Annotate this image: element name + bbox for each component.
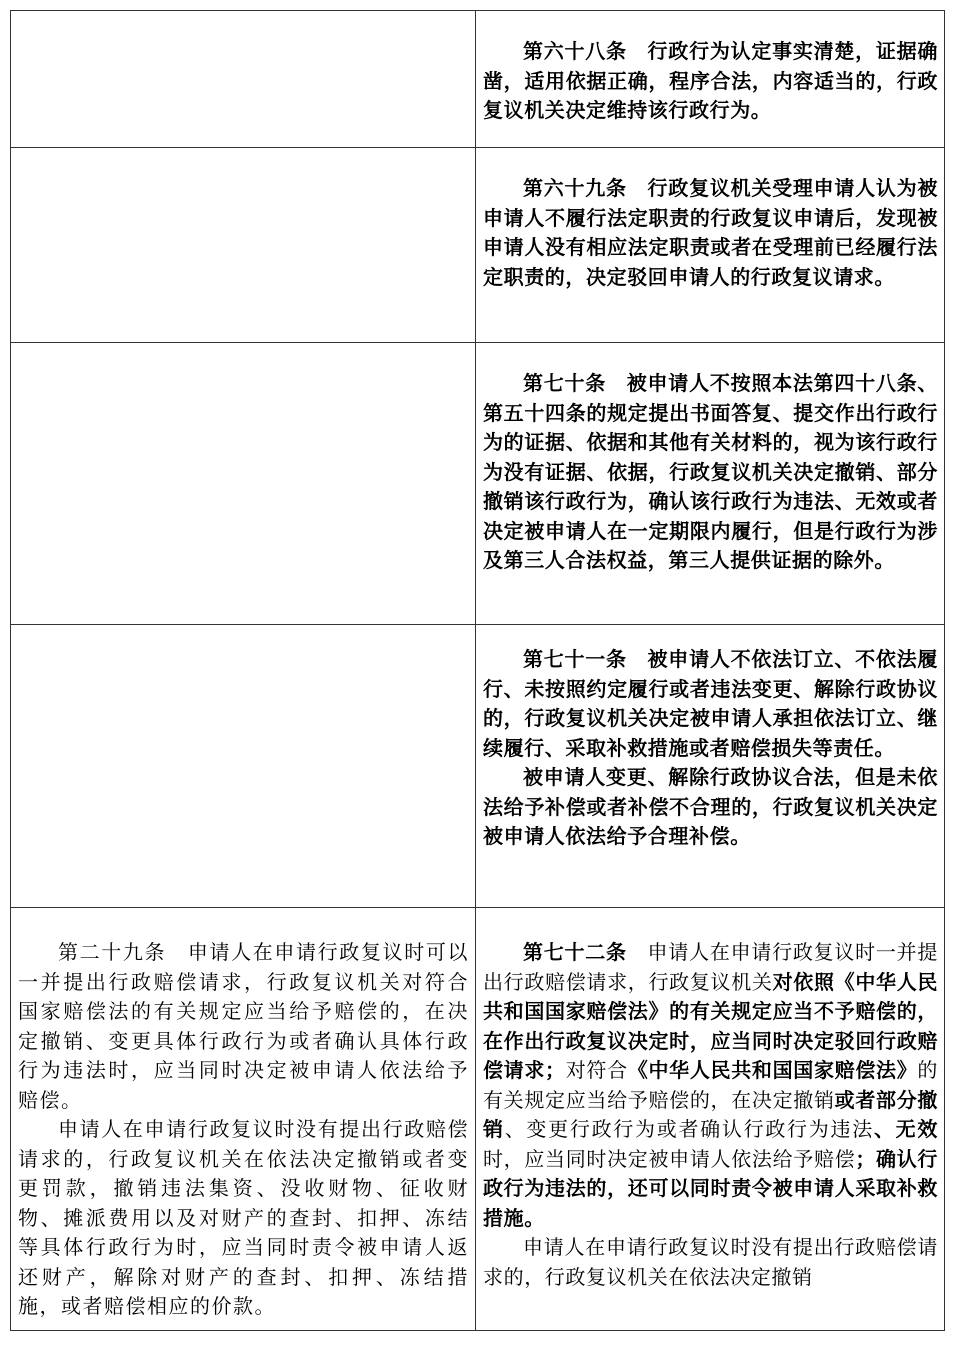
old-law-cell: [11, 343, 476, 625]
highlighted-text-run: 第六十八条 行政行为认定事实清楚，证据确凿，适用依据正确，程序合法，内容适当的，行政复议机关决定维持该行政行为。: [483, 39, 938, 122]
highlighted-text-run: 被申请人变更、解除行政协议合法，但是未依法给予补偿或者补偿不合理的，行政复议机关决定被申请人依法给予合理补偿。: [483, 765, 938, 848]
new-law-cell: [476, 11, 945, 148]
table-row: [11, 908, 945, 1331]
article-paragraph: [483, 369, 938, 576]
table-row: [11, 343, 945, 625]
new-law-text: [483, 343, 938, 576]
article-paragraph: [483, 645, 938, 763]
new-law-cell: [476, 625, 945, 908]
comparison-table: [10, 10, 945, 1331]
highlighted-text-run: 或者部分撤销: [483, 1087, 938, 1141]
highlighted-text-run: 第七十一条 被申请人不依法订立、不依法履行、未按照约定履行或者违法变更、解除行政协议的，行政复议机关决定被申请人承担依法订立、继续履行、采取补救措施或者赔偿损失等责任。: [483, 647, 938, 760]
text-run: 的有关规定应当给予赔偿的，在决定撤销: [483, 1058, 938, 1112]
new-law-text: [483, 908, 938, 1292]
article-paragraph: [18, 1115, 469, 1322]
new-law-text: [483, 11, 938, 126]
highlighted-text-run: 第七十条 被申请人不按照本法第四十八条、第五十四条的规定提出书面答复、提交作出行政行为的证据、依据和其他有关材料的，视为该行政行为没有证据、依据，行政复议机关决定撤销、部分撤销该行政行为，确认该行政行为违法、无效或者决定被申请人在一定期限内履行，但是行政行为涉及第三人合法权益，第三人提供证据的除外。: [483, 371, 938, 572]
old-law-text: [18, 908, 469, 1322]
article-paragraph: [483, 37, 938, 126]
new-law-text: [483, 148, 938, 292]
old-law-cell: [11, 625, 476, 908]
table-row: [11, 148, 945, 343]
text-run: 时，应当同时决定被申请人依法给予赔偿: [483, 1146, 856, 1171]
text-run: 申请人在申请行政复议时没有提出行政赔偿请求的，行政复议机关在依法决定撤销: [483, 1235, 938, 1289]
text-run: 第二十九条 申请人在申请行政复议时可以一并提出行政赔偿请求，行政复议机关对符合国家赔偿法的有关规定应当给予赔偿的，在决定撤销、变更具体行政行为或者确认具体行政行为违法时，应当同时决定被申请人依法给予赔偿。: [18, 940, 469, 1112]
article-paragraph: [18, 938, 469, 1115]
table-row: [11, 11, 945, 148]
new-law-cell: [476, 343, 945, 625]
highlighted-text-run: 对依照《中华人民共和国国家赔偿法》的有关规定应当不予赔偿的，在作出行政复议决定时，应当同时决定驳回行政赔偿请求；: [483, 969, 938, 1082]
highlighted-text-run: 、无效: [873, 1117, 938, 1141]
table-row: [11, 625, 945, 908]
text-run: 、变更行政行为或者确认行政行为违法: [504, 1117, 874, 1141]
article-paragraph: [483, 174, 938, 292]
highlighted-text-run: 《中华人民共和国国家赔偿法》: [627, 1058, 918, 1082]
new-law-text: [483, 625, 938, 852]
article-paragraph: [483, 763, 938, 852]
highlighted-text-run: ；确认行政行为违法的，还可以同时责令被申请人采取补救措施。: [483, 1146, 938, 1230]
text-run: 对符合: [565, 1058, 628, 1082]
text-run: 申请人在申请行政复议时一并提出行政赔偿请求，行政复议机关: [483, 940, 939, 994]
highlighted-text-run: 第六十九条 行政复议机关受理申请人认为被申请人不履行法定职责的行政复议申请后，发现被申请人没有相应法定职责或者在受理前已经履行法定职责的，决定驳回申请人的行政复议请求。: [483, 176, 938, 289]
article-paragraph: [483, 938, 938, 1233]
new-law-cell: [476, 908, 945, 1331]
old-law-cell: [11, 148, 476, 343]
article-paragraph: [483, 1233, 938, 1292]
highlighted-text-run: 第七十二条: [523, 940, 627, 964]
text-run: 申请人在申请行政复议时没有提出行政赔偿请求的，行政复议机关在依法决定撤销或者变更罚款，撤销违法集资、没收财物、征收财物、摊派费用以及对财产的查封、扣押、冻结等具体行政行为时，应当同时责令被申请人返还财产，解除对财产的查封、扣押、冻结措施，或者赔偿相应的价款。: [18, 1117, 469, 1318]
old-law-cell: [11, 11, 476, 148]
new-law-cell: [476, 148, 945, 343]
old-law-cell: [11, 908, 476, 1331]
